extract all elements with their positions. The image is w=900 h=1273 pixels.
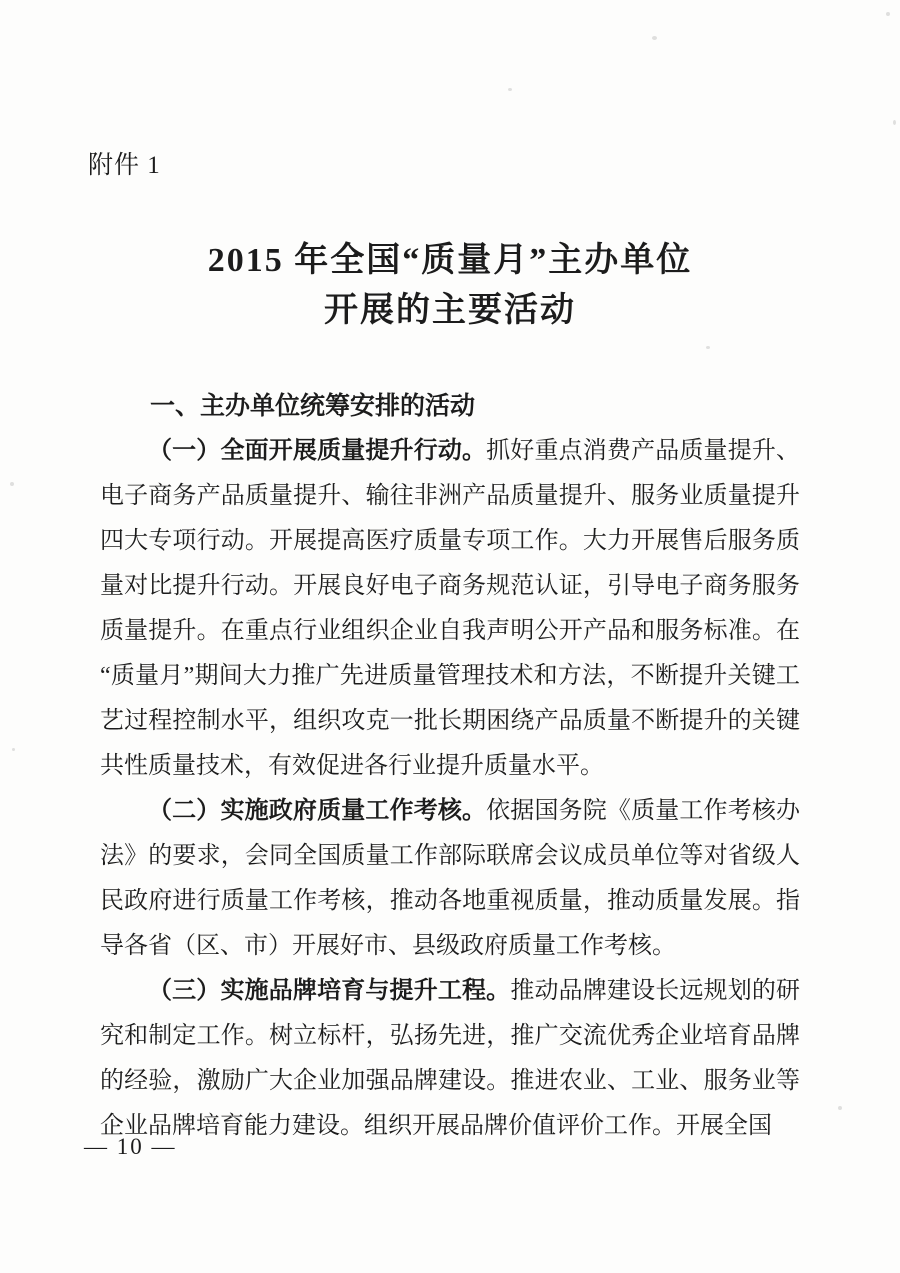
paragraph-2-text: 依据国务院《质量工作考核办法》的要求，会同全国质量工作部际联席会议成员单位等对省级人民政府进行质量工作考核，推动各地重视质量，推动质量发展。指导各省（区、市）开展好市、县级政府质量工作考核。: [100, 798, 801, 959]
scan-speck: [893, 120, 896, 125]
scan-speck: [10, 482, 14, 486]
paragraph-1-text: 抓好重点消费产品质量提升、电子商务产品质量提升、输往非洲产品质量提升、服务业质量提升四大专项行动。开展提高医疗质量专项工作。大力开展售后服务质量对比提升行动。开展良好电子商务规范认证，引导电子商务服务质量提升。在重点行业组织企业自我声明公开产品和服务标准。在“质量月”期间大力推广先进质量管理技术和方法，不断提升关键工艺过程控制水平，组织攻克一批长期困绕产品质量不断提升的关键共性质量技术，有效促进各行业提升质量水平。: [100, 438, 801, 779]
document-title-line2: 开展的主要活动: [324, 292, 576, 329]
scan-speck: [12, 748, 15, 751]
scan-speck: [508, 88, 512, 91]
paragraph-1-lead: （一）全面开展质量提升行动。: [148, 438, 487, 464]
page-number: — 10 —: [84, 1134, 177, 1159]
paragraph-2-lead: （二）实施政府质量工作考核。: [148, 798, 487, 824]
scan-speck: [706, 346, 710, 349]
scan-speck: [838, 1106, 842, 1110]
paragraph-2: [100, 789, 800, 969]
document-title: [100, 236, 800, 336]
section-heading: 一、主办单位统筹安排的活动: [150, 393, 476, 420]
paragraph-3-text: 推动品牌建设长远规划的研究和制定工作。树立标杆，弘扬先进，推广交流优秀企业培育品牌的经验，激励广大企业加强品牌建设。推进农业、工业、服务业等企业品牌培育能力建设。组织开展品牌价值评价工作。开展全国: [100, 978, 801, 1139]
scan-speck: [886, 12, 890, 16]
document-title-line1: 2015 年全国“质量月”主办单位: [207, 242, 693, 279]
attachment-label: 附件 1: [88, 152, 161, 179]
scan-speck: [652, 36, 657, 40]
paragraph-3-lead: （三）实施品牌培育与提升工程。: [148, 978, 511, 1004]
document-body: [100, 384, 800, 1149]
paragraph-1: [100, 429, 800, 789]
paragraph-3: [100, 969, 800, 1149]
